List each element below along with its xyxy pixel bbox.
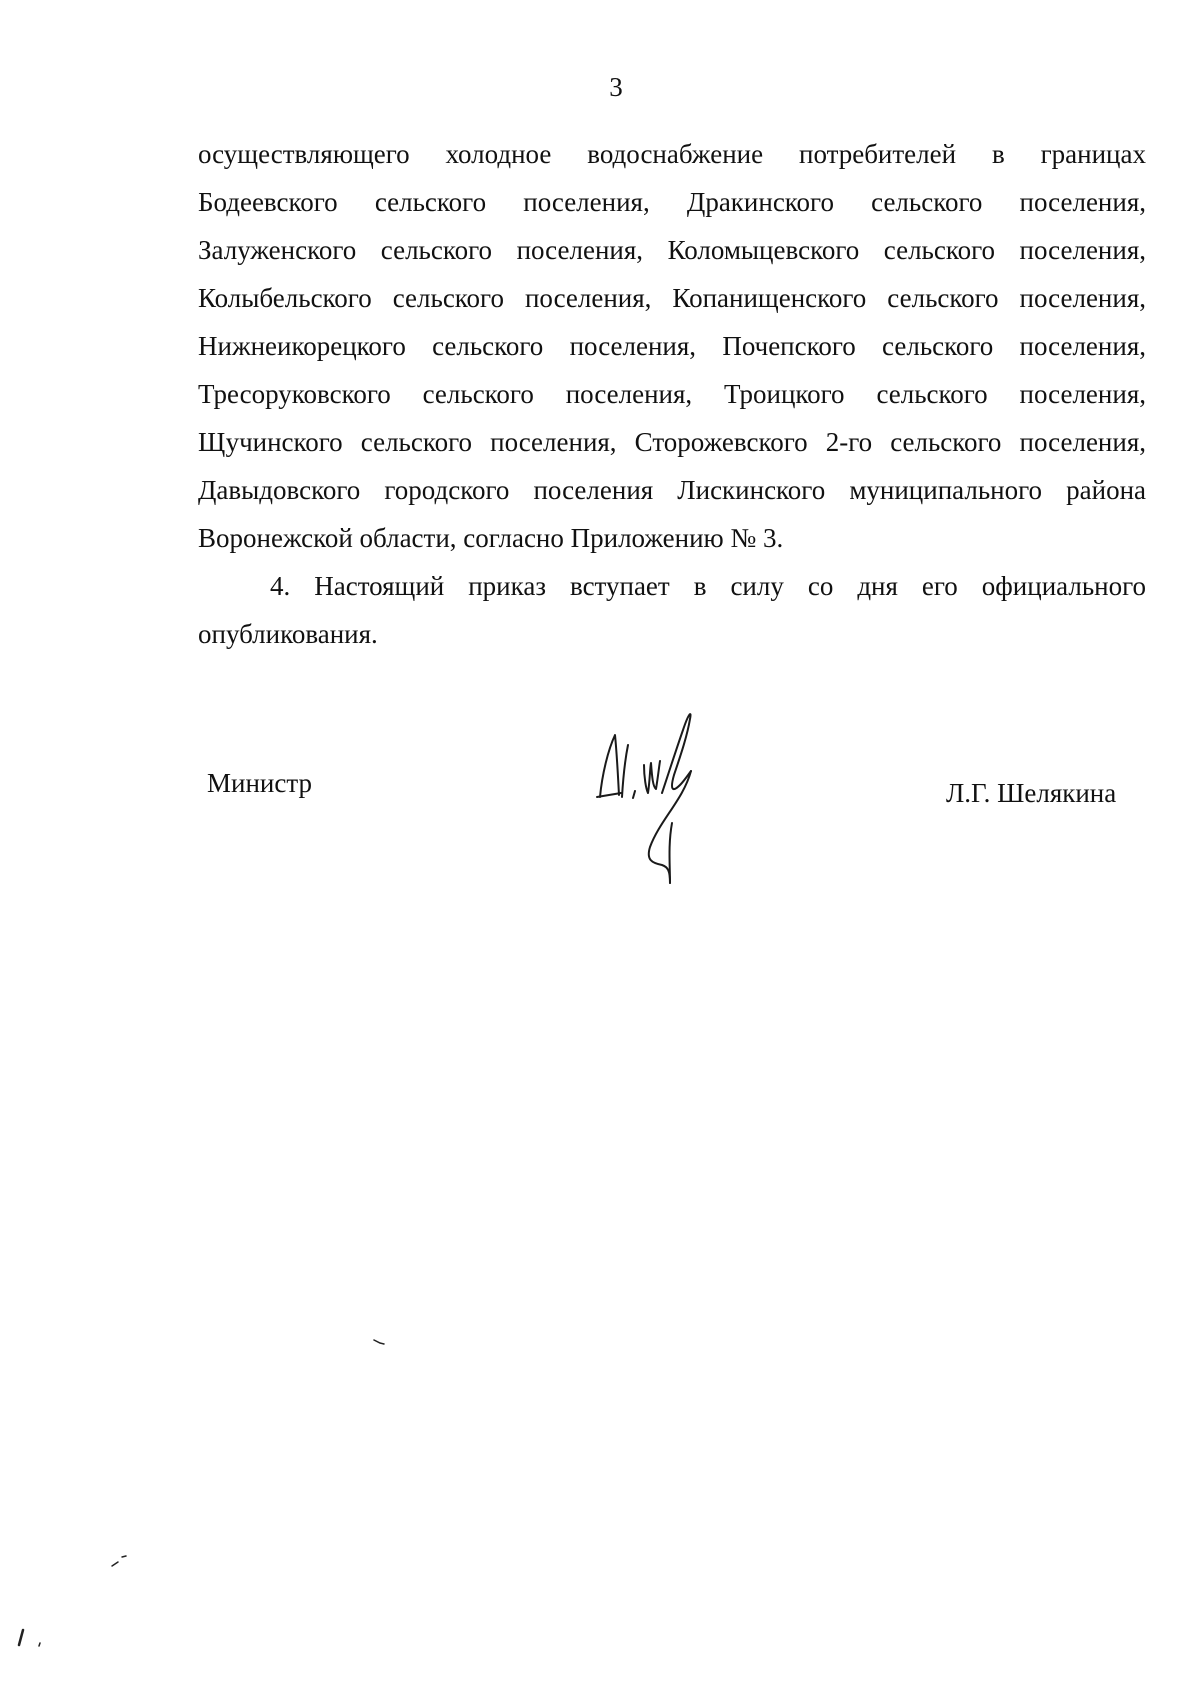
text-line: Воронежской области, согласно Приложению № 3. (198, 523, 784, 553)
text-line: Залуженского сельского поселения, Коломыцевского сельского поселения, (198, 235, 1146, 265)
text-line: Тресоруковского сельского поселения, Троицкого сельского поселения, (198, 379, 1146, 409)
text-line: Нижнеикорецкого сельского поселения, Почепского сельского поселения, (198, 331, 1146, 361)
text-line: Щучинского сельского поселения, Сторожевского 2-го сельского поселения, (198, 427, 1146, 457)
paragraph-2 (198, 562, 1146, 658)
text-line: Бодеевского сельского поселения, Дракинского сельского поселения, (198, 187, 1146, 217)
handwritten-signature (588, 705, 738, 905)
text-line: Давыдовского городского поселения Лискинского муниципального района (198, 475, 1146, 505)
body-text (198, 130, 1146, 658)
signatory-name: Л.Г. Шелякина (946, 778, 1117, 808)
page-number: 3 (609, 72, 623, 102)
text-line: опубликования. (198, 619, 378, 649)
text-line: 4. Настоящий приказ вступает в силу со дня его официального (270, 571, 1146, 601)
text-line: осуществляющего холодное водоснабжение потребителей в границах (198, 139, 1146, 169)
signatory-position: Министр (207, 768, 312, 798)
paragraph-1 (198, 130, 1146, 562)
text-line: Колыбельского сельского поселения, Копанищенского сельского поселения, (198, 283, 1146, 313)
